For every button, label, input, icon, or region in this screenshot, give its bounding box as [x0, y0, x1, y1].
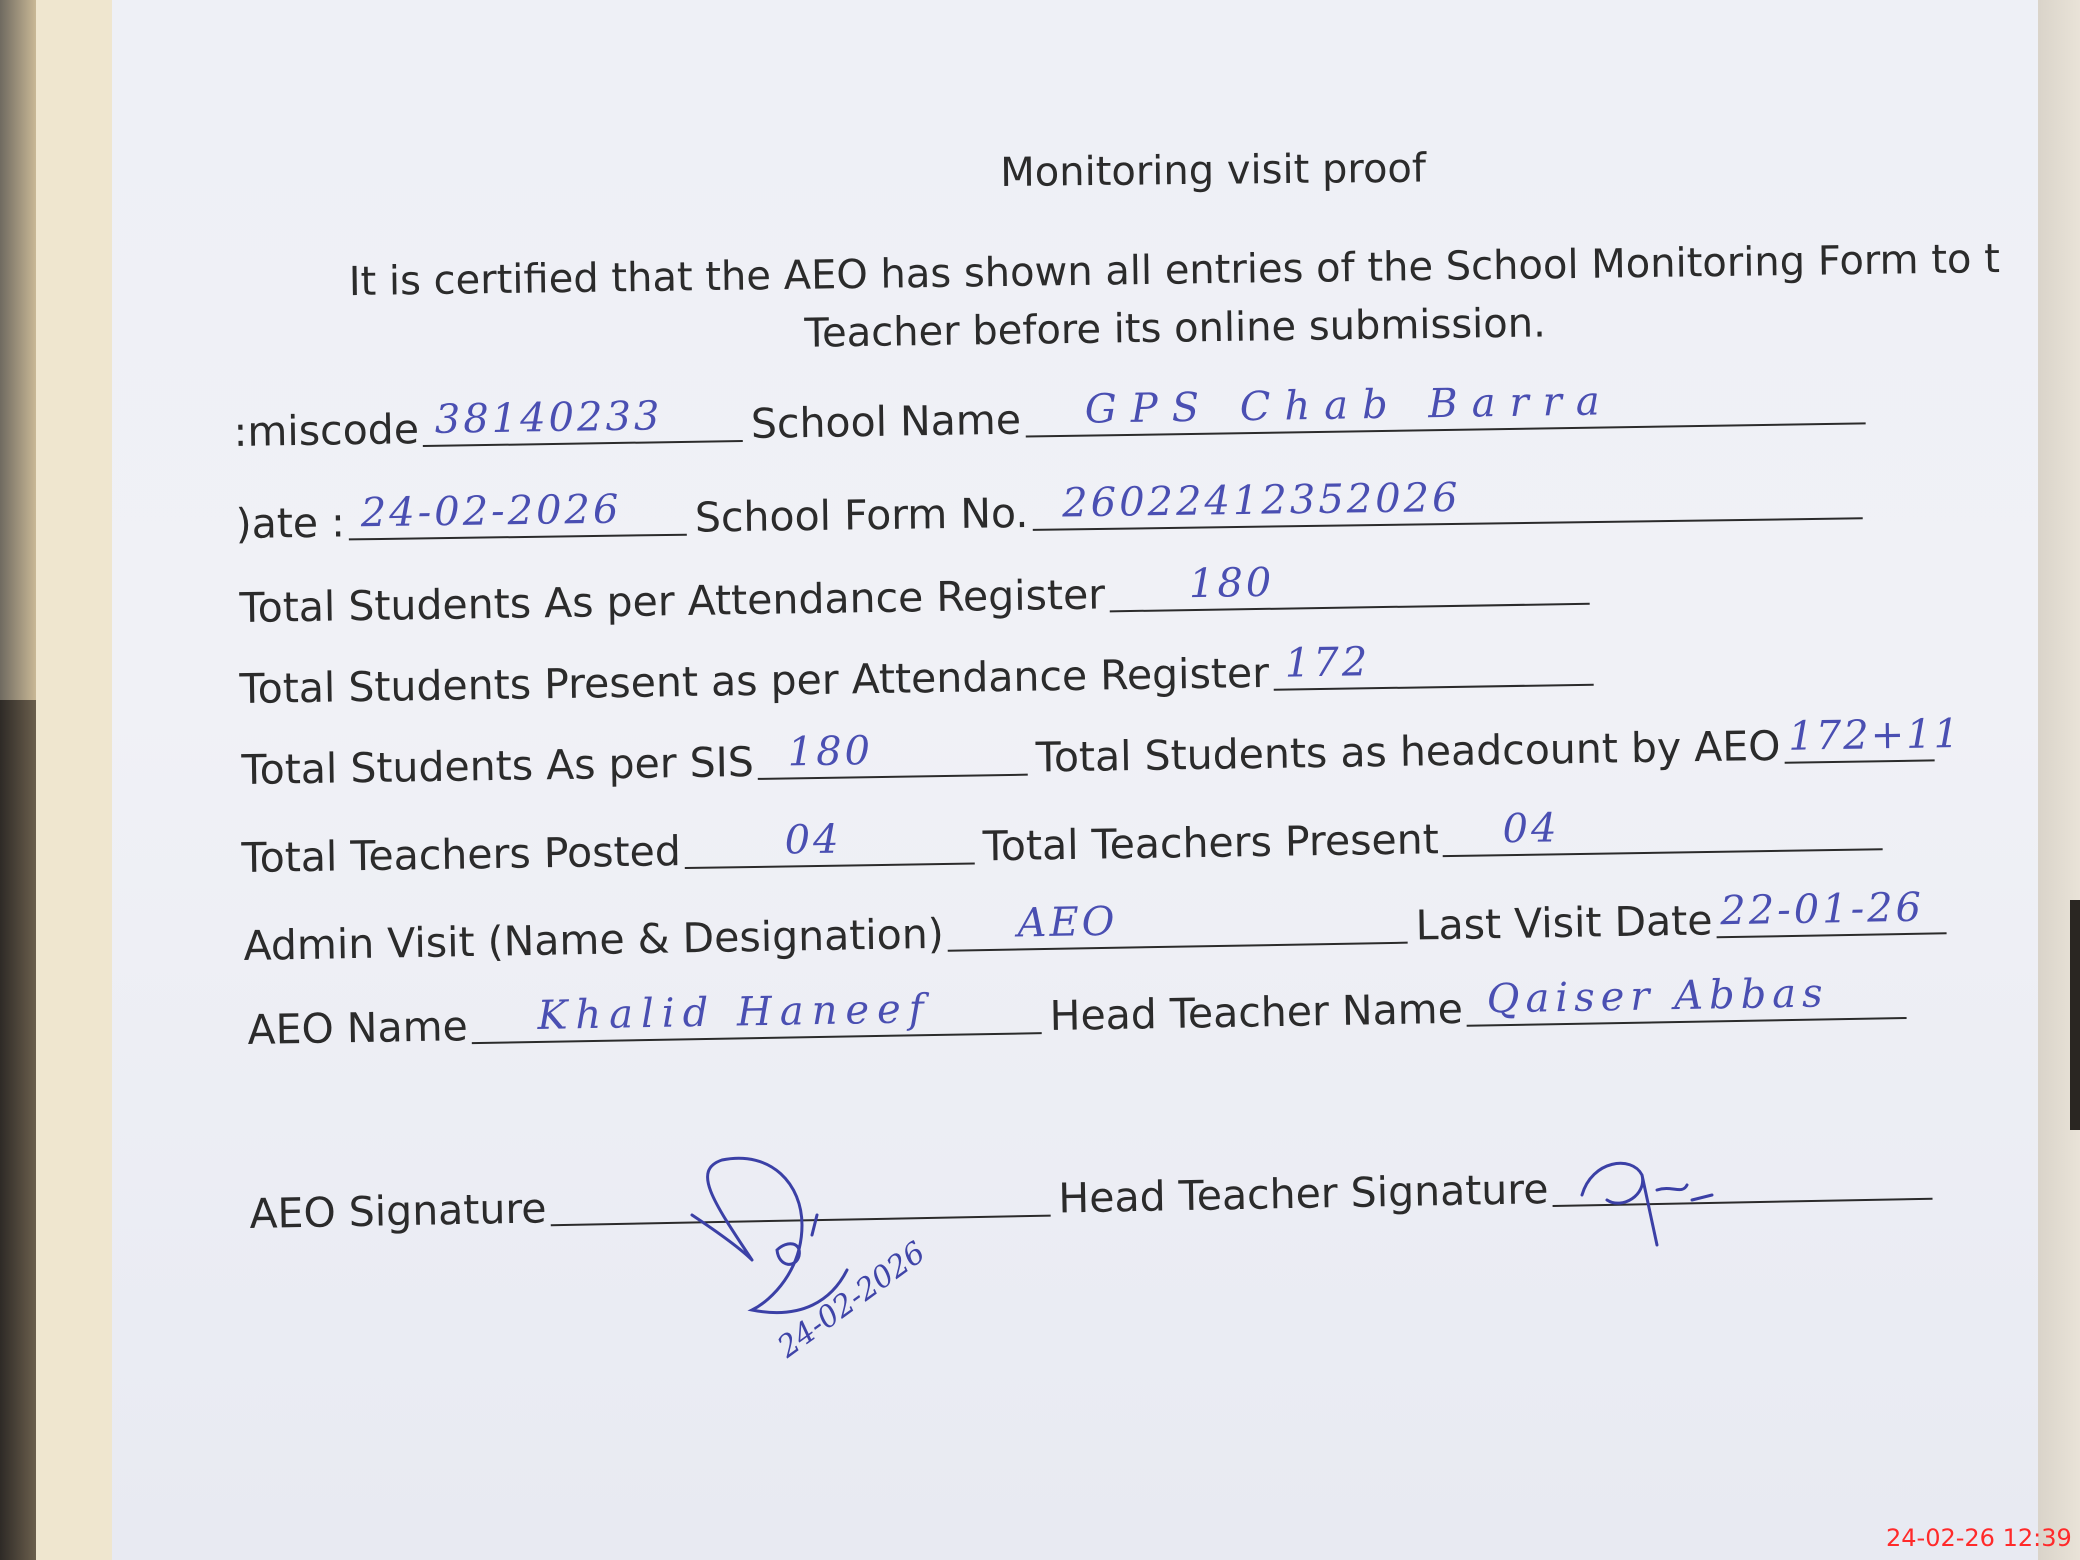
camera-timestamp: 24-02-26 12:39 — [1886, 1524, 2072, 1552]
school-name-value: GPS Chab Barra — [1084, 378, 1615, 433]
head-teacher-name-label: Head Teacher Name — [1049, 984, 1464, 1040]
total-students-present-label: Total Students Present as per Attendance Register — [239, 648, 1270, 714]
school-form-no-label: School Form No. — [694, 488, 1029, 542]
total-students-present-value: 172 — [1284, 639, 1371, 687]
admin-visit-label: Admin Visit (Name & Designation) — [243, 909, 945, 971]
aeo-name-label: AEO Name — [247, 1002, 469, 1055]
total-students-headcount-label: Total Students as headcount by AEO — [1035, 721, 1781, 782]
total-students-sis-value: 180 — [787, 728, 874, 776]
total-students-register-label: Total Students As per Attendance Register — [239, 570, 1106, 633]
date-value: 24-02-2026 — [360, 486, 622, 537]
school-form-no-value: 26022412352026 — [1061, 474, 1461, 527]
total-students-headcount-value: 172+11 — [1787, 710, 1962, 760]
form-title: Monitoring visit proof — [1000, 145, 1427, 196]
emiscode-value: 38140233 — [434, 393, 663, 443]
total-teachers-posted-value: 04 — [784, 816, 842, 864]
aeo-signature-date: 24-02-2026 — [771, 1235, 932, 1365]
head-teacher-signature-mark — [1582, 1163, 1712, 1245]
admin-visit-value: AEO — [1017, 898, 1118, 947]
total-students-register-value: 180 — [1188, 559, 1275, 608]
total-teachers-posted-label: Total Teachers Posted — [241, 827, 682, 883]
head-teacher-name-value: Qaiser Abbas — [1486, 970, 1829, 1023]
head-teacher-signature-label: Head Teacher Signature — [1057, 1165, 1549, 1223]
background-right-edge — [2034, 0, 2080, 1560]
aeo-signature-mark — [112, 0, 2038, 1560]
aeo-name-value: Khalid Haneef — [537, 986, 932, 1039]
background-left-edge — [0, 0, 36, 1560]
form-paper — [112, 0, 2038, 1560]
total-students-sis-label: Total Students As per SIS — [241, 737, 755, 795]
last-visit-date-label: Last Visit Date — [1415, 896, 1713, 950]
background-shadow — [0, 700, 36, 1560]
school-name-label: School Name — [750, 395, 1022, 448]
date-label: )ate : — [235, 498, 346, 549]
emiscode-label: :miscode — [233, 405, 420, 457]
background-shadow — [2070, 900, 2080, 1130]
last-visit-date-value: 22-01-26 — [1719, 884, 1925, 935]
certification-line-2: Teacher before its online submission. — [804, 300, 1547, 357]
certification-line-1: It is certified that the AEO has shown all entries of the School Monitoring Form to t — [348, 236, 2001, 306]
total-teachers-present-value: 04 — [1502, 805, 1560, 853]
aeo-signature-label: AEO Signature — [249, 1184, 547, 1239]
total-teachers-present-label: Total Teachers Present — [982, 815, 1440, 871]
